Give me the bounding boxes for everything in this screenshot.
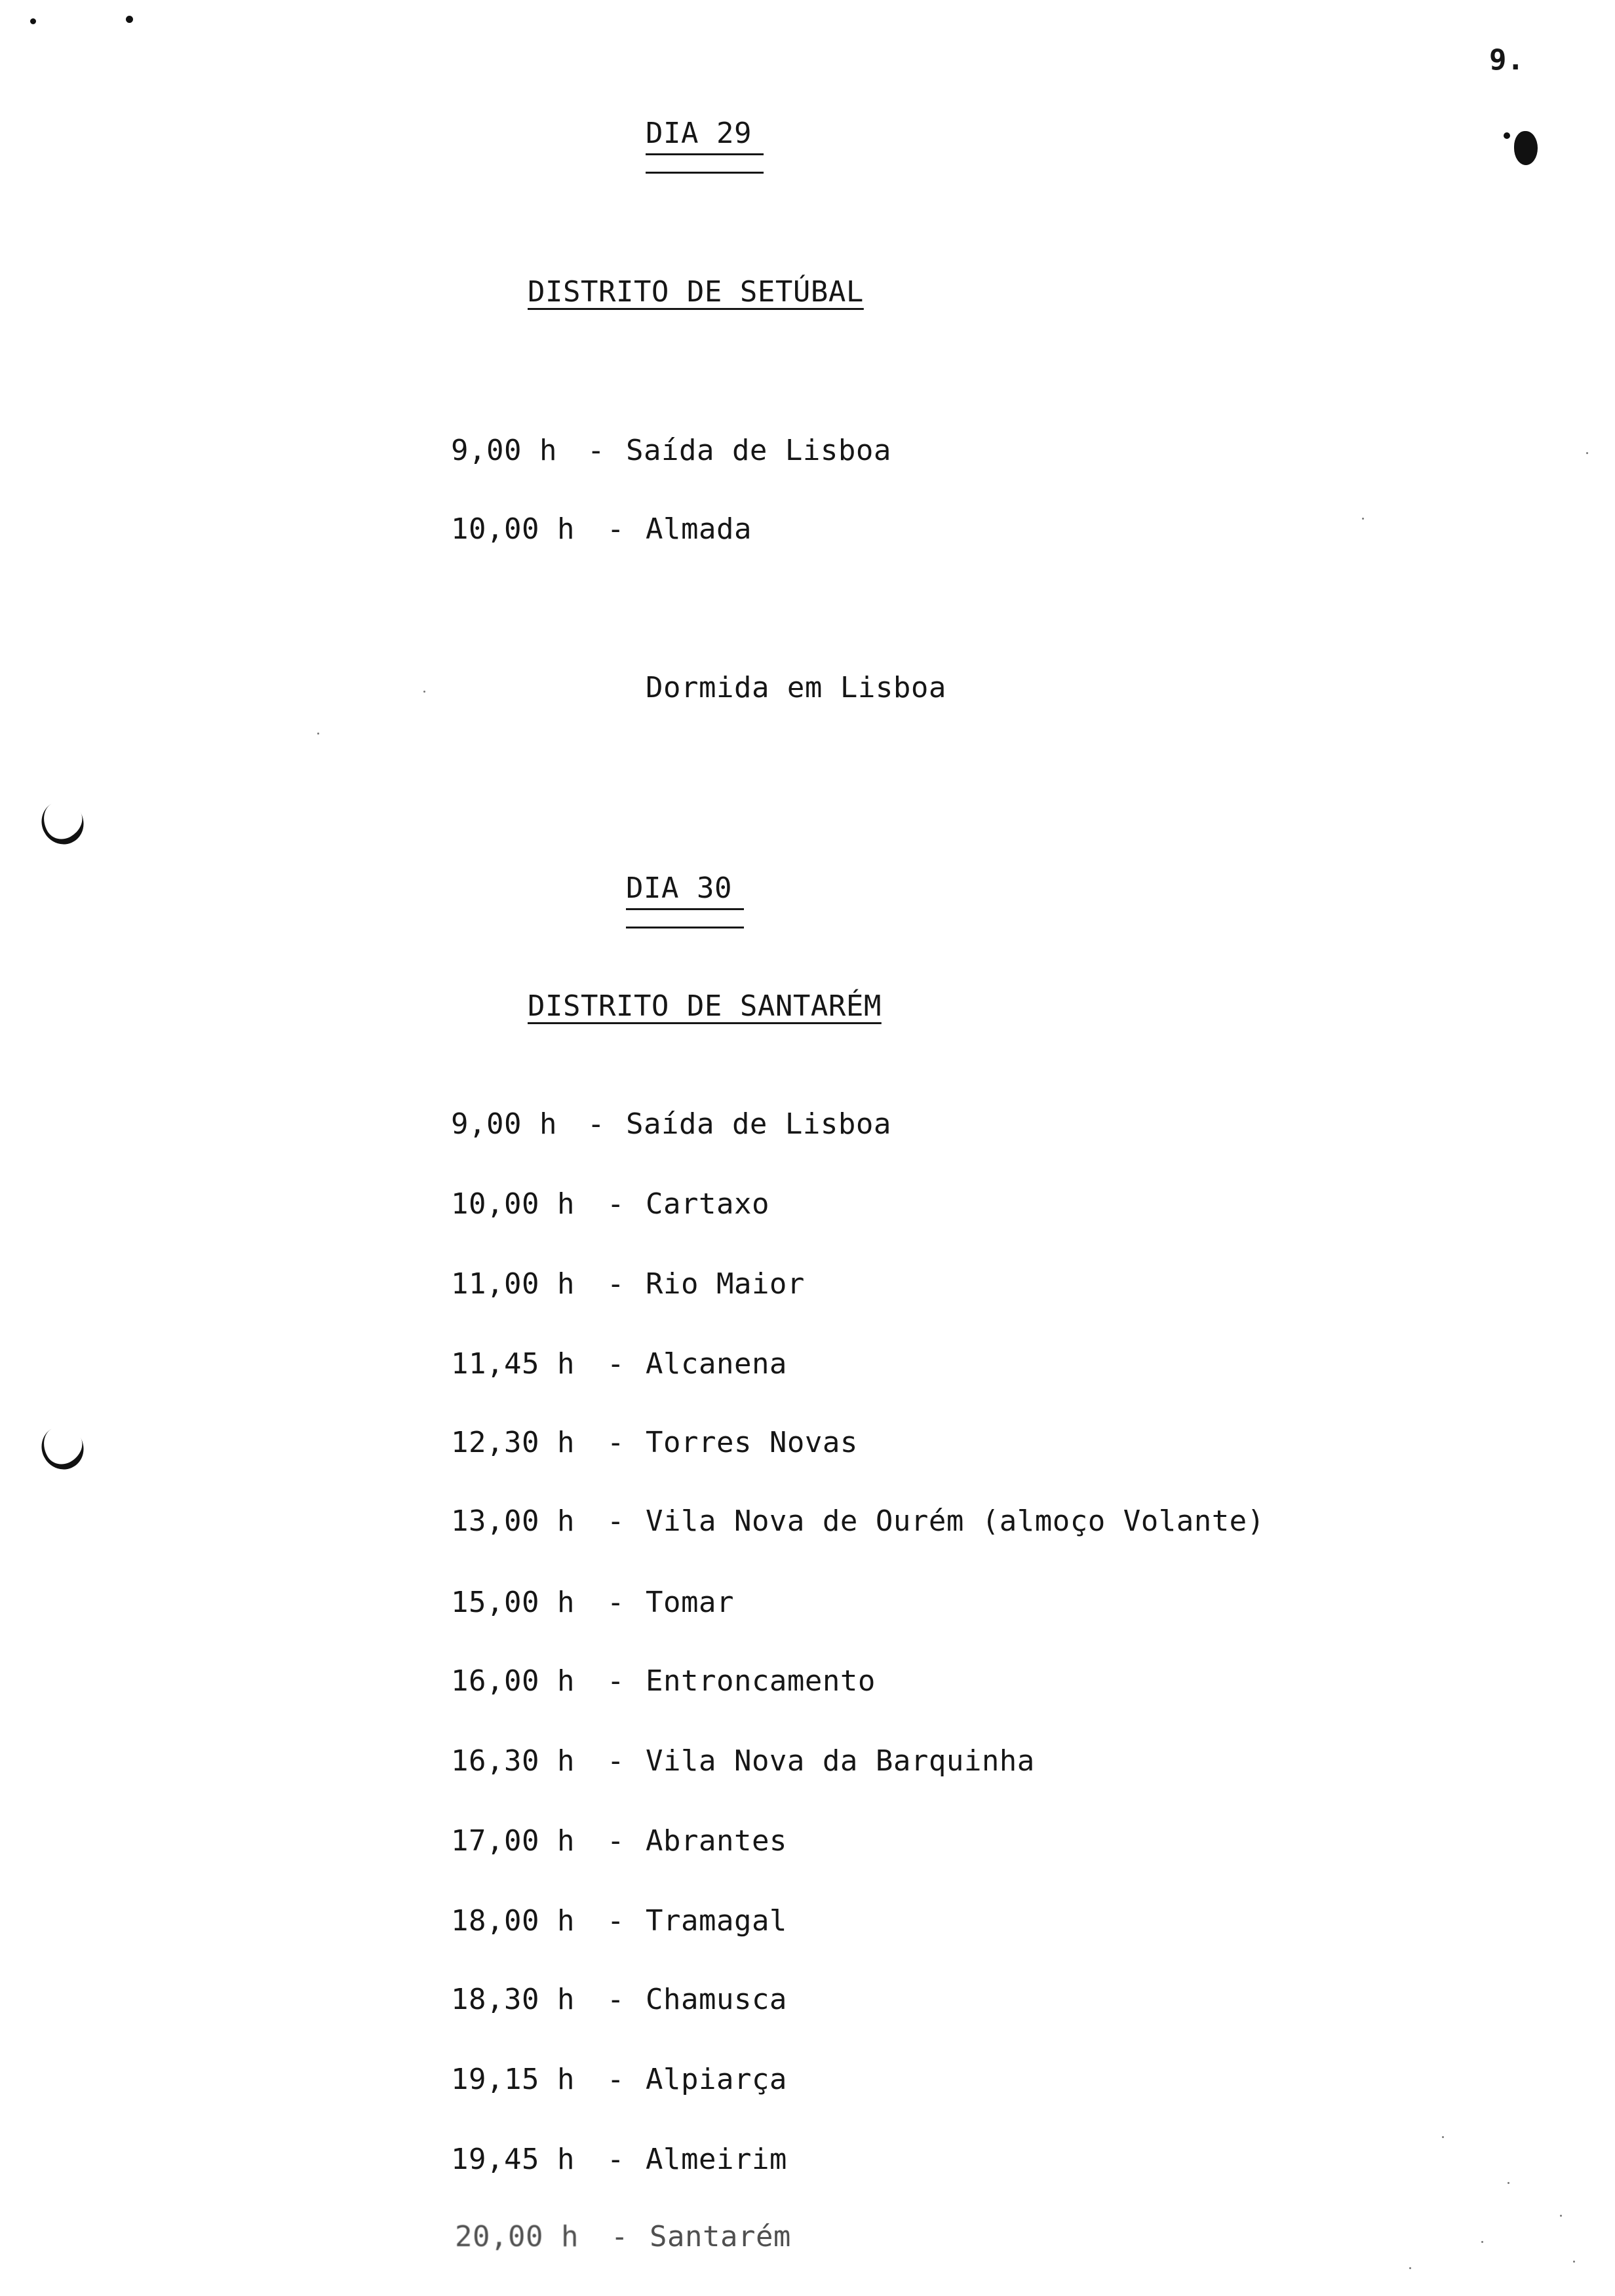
schedule-dash: - xyxy=(607,2063,625,2096)
hole-punch-mark xyxy=(33,1419,91,1478)
heading-double-underline xyxy=(646,172,764,174)
schedule-place: Entroncamento xyxy=(646,1664,876,1698)
heading-double-underline xyxy=(626,927,744,928)
speck xyxy=(423,691,425,693)
speck xyxy=(1481,2241,1483,2243)
schedule-time: 13,00 h xyxy=(451,1504,575,1538)
speck xyxy=(1409,2267,1411,2269)
schedule-place: Vila Nova da Barquinha xyxy=(646,1744,1035,1778)
schedule-time: 16,30 h xyxy=(451,1744,575,1778)
schedule-time: 18,00 h xyxy=(451,1904,575,1938)
schedule-dash: - xyxy=(607,2143,625,2176)
schedule-dash: - xyxy=(607,1504,625,1538)
schedule-place: Saída de Lisboa xyxy=(626,1107,891,1141)
schedule-place: Saída de Lisboa xyxy=(626,434,891,467)
schedule-place: Santarém xyxy=(650,2220,791,2253)
schedule-dash: - xyxy=(587,1107,605,1141)
schedule-place: Tramagal xyxy=(646,1904,787,1938)
ink-blot-mark xyxy=(1514,131,1538,165)
speck xyxy=(1508,2182,1509,2184)
schedule-place: Tomar xyxy=(646,1586,734,1619)
schedule-dash: - xyxy=(607,1824,625,1858)
schedule-time: 20,00 h xyxy=(455,2220,579,2253)
schedule-place: Torres Novas xyxy=(646,1426,858,1459)
schedule-dash: - xyxy=(611,2220,629,2253)
schedule-time: 11,00 h xyxy=(451,1267,575,1301)
speck xyxy=(1362,518,1364,520)
schedule-dash: - xyxy=(607,1904,625,1938)
schedule-time: 18,30 h xyxy=(451,1983,575,2016)
schedule-time: 17,00 h xyxy=(451,1824,575,1858)
schedule-time: 12,30 h xyxy=(451,1426,575,1459)
district-setubal-heading: DISTRITO DE SETÚBAL xyxy=(528,275,864,309)
district-santarem-heading: DISTRITO DE SANTARÉM xyxy=(528,989,882,1023)
ink-blot-mark xyxy=(1504,132,1510,139)
scan-dot-mark xyxy=(30,18,36,24)
speck xyxy=(1442,2136,1444,2138)
speck xyxy=(1560,2215,1562,2217)
hole-punch-mark xyxy=(33,794,91,852)
speck xyxy=(317,733,319,735)
schedule-dash: - xyxy=(607,512,625,546)
schedule-time: 19,15 h xyxy=(451,2063,575,2096)
schedule-dash: - xyxy=(587,434,605,467)
schedule-dash: - xyxy=(607,1586,625,1619)
schedule-place: Almeirim xyxy=(646,2143,787,2176)
schedule-dash: - xyxy=(607,1744,625,1778)
heading-underline xyxy=(646,153,764,155)
schedule-time: 9,00 h xyxy=(451,1107,557,1141)
schedule-time: 11,45 h xyxy=(451,1347,575,1381)
schedule-dash: - xyxy=(607,1347,625,1381)
day-30-heading: DIA 30 xyxy=(626,871,732,905)
schedule-place: Rio Maior xyxy=(646,1267,805,1301)
schedule-place: Alpiarça xyxy=(646,2063,787,2096)
schedule-place: Chamusca xyxy=(646,1983,787,2016)
schedule-time: 15,00 h xyxy=(451,1586,575,1619)
schedule-dash: - xyxy=(607,1187,625,1221)
schedule-time: 10,00 h xyxy=(451,1187,575,1221)
schedule-place: Almada xyxy=(646,512,752,546)
day-29-heading: DIA 29 xyxy=(646,117,752,150)
schedule-time: 19,45 h xyxy=(451,2143,575,2176)
overnight-note: Dormida em Lisboa xyxy=(646,671,946,704)
scan-dot-mark xyxy=(126,16,133,23)
schedule-place: Abrantes xyxy=(646,1824,787,1858)
schedule-place: Vila Nova de Ourém (almoço Volante) xyxy=(646,1504,1265,1538)
page-number: 9. xyxy=(1489,43,1525,77)
speck xyxy=(1573,2261,1575,2263)
schedule-dash: - xyxy=(607,1664,625,1698)
schedule-time: 16,00 h xyxy=(451,1664,575,1698)
heading-underline xyxy=(626,908,744,910)
schedule-place: Cartaxo xyxy=(646,1187,769,1221)
schedule-dash: - xyxy=(607,1426,625,1459)
speck xyxy=(1586,452,1588,454)
schedule-dash: - xyxy=(607,1267,625,1301)
schedule-time: 9,00 h xyxy=(451,434,557,467)
schedule-dash: - xyxy=(607,1983,625,2016)
schedule-place: Alcanena xyxy=(646,1347,787,1381)
schedule-time: 10,00 h xyxy=(451,512,575,546)
